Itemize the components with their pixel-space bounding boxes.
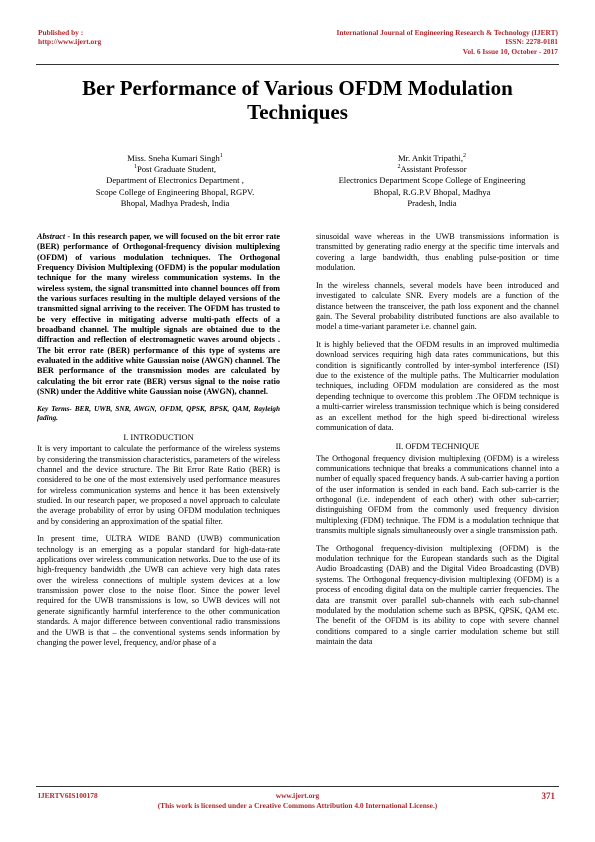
issn: ISSN: 2278-0181 [505,37,558,47]
author-department: Department of Electronics Department , [106,175,244,186]
publisher-label: Published by : [38,28,84,37]
footer-divider [36,786,559,787]
section-heading-introduction: I. INTRODUCTION [123,432,194,442]
author-position: $^2$Assistant Professor [397,164,467,175]
title-line-2: Techniques [247,100,348,124]
license-note: (This work is licensed under a Creative Commons Attribution 4.0 International License.) [157,801,438,810]
intro-paragraph-1: It is very important to calculate the performance of the wireless systems by considering the transmission characteristics, parameters of the wireless channel and the device structure. The Bit Error Rate Ratio (BER) is considered to be one of the most extensively used performance measures for wireless communication systems and hence it has been extensively studied. In our research paper, we proposed a novel approach to calculate the average probability of error by using OFDM modulation techniques and by considering an approximation of the spatial filter. [37,444,280,526]
publisher-url[interactable]: http://www.ijert.org [38,37,102,47]
paragraph-uwb-cont: sinusoidal wave whereas in the UWB transmissions information is transmitted by generating radio energy at the specific time intervals and covering a large bandwidth, thus enabling pulse-position or time modulation. [316,232,559,273]
ofdm-paragraph-2: The Orthogonal frequency-division multiplexing (OFDM) is the modulation technique for the European standards such as the Digital Audio Broadcasting (DAB) and the Digital Video Broadcasting (DVB) systems. The Orthogonal frequency-division multiplexing (OFDM) is a process of encoding digital data on the multiple carrier frequencies. The data are transmit over parallel sub-channels with each sub-channel modulated by the modulation scheme such as BPSK, QPSK, QAM etc. The benefit of the OFDM is its ability to cope with severe channel conditions compared to a single carrier modulation scheme but still maintain the data [316,543,559,646]
right-column [316,232,559,655]
left-column [37,232,280,656]
author-name: Mr. Ankit Tripathi,$^2$ [398,153,466,163]
author-location: Bhopal, Madhya Pradesh, India [120,197,230,208]
section-heading-ofdm: II. OFDM TECHNIQUE [395,442,480,452]
paragraph-wireless-channels: In the wireless channels, several models have been introduced and investigated to calculate SNR. Every models are a function of the distance between the transceiver, the path loss exponent and the channel gain. The Several probability distributed functions are also available to model a time-variant parameter i.e. channel gain. [316,280,559,332]
page-number: 371 [541,791,555,801]
author-block-1 [50,153,300,209]
ofdm-paragraph-1: The Orthogonal frequency division multiplexing (OFDM) is a wireless communications technique that breaks a communications channel into a number of equally spaced frequency bands. A sub-carrier having a portion of the user information is sended in each band. Each sub-carrier is the orthogonal (i.e. independent of each other) with other sub-carrier; distinguishing OFDM from the commonly used frequency division multiplexing (FDM) technique. The FDM is a modulation technique that transmits multiple signals simultaneously over a single transmission path. [316,453,559,535]
paper-title [0,76,595,124]
author-name: Miss. Sneha Kumari Singh$^1$ [127,153,223,163]
title-line-1: Ber Performance of Various OFDM Modulation [82,76,513,100]
author-college: Scope College of Engineering Bhopal, RGPV. [95,186,255,197]
paper-id: IJERTV6IS100178 [38,791,98,800]
volume-issue: Vol. 6 Issue 10, October - 2017 [462,46,558,56]
author-block-2 [300,153,564,209]
footer-center [0,791,595,811]
footer-url[interactable]: www.ijert.org [275,791,320,800]
header-divider [36,64,559,65]
header-right [336,28,558,56]
author-college: Bhopal, R.G.P.V Bhopal, Madhya [373,186,491,197]
intro-paragraph-2: In present time, ULTRA WIDE BAND (UWB) communication technology is an emerging as a popular standard for high-data-rate applications over wireless communication networks. Due to the use of its high-frequency bandwidth ,the UWB can achieve very high data rates over the wireless connections of multiple system devices at a low transmission power close to the noise floor. Since the power level required for the UWB transmissions is low, so UWB devices will not generate significantly harmful interference to the other communication standards. A major difference between conventional radio transmissions and the UWB is that – the conventional systems sends information by changing the power level, frequency, and/or phase of a [37,534,280,647]
abstract: Abstract - In this research paper, we will focused on the bit error rate (BER) performance of Orthogonal-frequency division multiplexing (OFDM) of various modulation techniques. The Orthogonal Frequency Division Multiplexing (OFDM) is the popular modulation technique for the many wireless communication systems. In the wireless system, the signal transmitted into channel bounces off from the various surfaces resulting in the multiple delayed versions of the transmitted signal arriving to the receiver. The OFDM has trusted to be very effective in mitigating adverse multi-path effects of a broadband channel. The multiple signals are obtained due to the diffraction and reflection of electromagnetic waves around objects . The bit error rate (BER) performance of this type of systems are evaluated in the additive white Gaussian noise (AWGN) channel. The BER performance of the transmission modes are calculated by calculating the bit error rate (BER) versus signal to the noise ratio (SNR) under the Additive white Gaussian noise (AWGN), channel. [37,232,281,397]
keywords: Key Terms- BER, UWB, SNR, AWGN, OFDM, QPSK, BPSK, QAM, Rayleigh fading. [37,405,280,423]
author-location: Pradesh, India [407,197,457,208]
author-department: Electronics Department Scope College of Engineering [338,175,526,186]
header-left [38,28,101,47]
author-position: $^1$Post Graduate Student, [133,164,216,175]
journal-name: International Journal of Engineering Research & Technology (IJERT) [336,28,558,37]
paragraph-ofdm-benefit: It is highly believed that the OFDM results in an improved multimedia download services requiring high data rates communications, but this condition is significantly controlled by inter-symbol interference (ISI) due to the existence of the multiple paths. The Multicarrier modulation techniques, including OFDM modulation are considered as the most depending technique to overcome this problem .The OFDM technique is a multi-carrier wireless transmission technique which is being considered as an excellent method for the high speed bi-directional wireless communication of data. [316,340,559,432]
